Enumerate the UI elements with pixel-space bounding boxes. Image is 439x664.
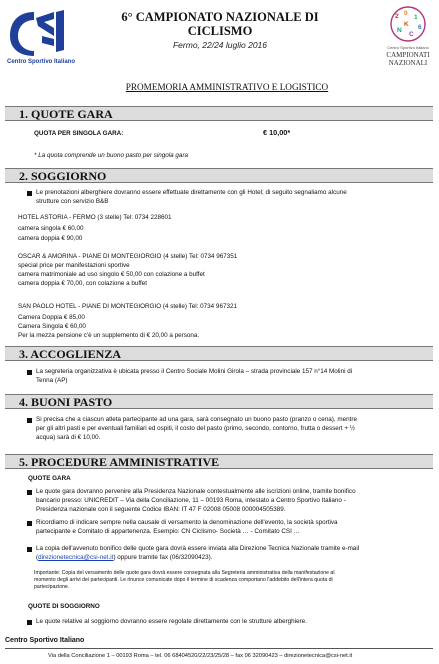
bullet-icon xyxy=(27,490,32,495)
soggiorno-intro-1: Le prenotazioni alberghiere dovranno essere effettuate direttamente con gli Hotel; di seguito segnaliamo alcune xyxy=(36,189,347,196)
buoni-line-1: Si precisa che a ciascun atleta partecipante ad una gara, sarà consegnato un buono pasto (pranzo o cena), mentre xyxy=(36,416,357,423)
memo-title: PROMEMORIA AMMINISTRATIVO E LOGISTICO xyxy=(125,82,329,92)
hotel-sanpaolo-double: Camera Doppia € 85,00 xyxy=(18,314,85,321)
bullet-icon xyxy=(27,191,32,196)
procedure-p3-line-2 xyxy=(36,554,213,562)
hotel-sanpaolo-halfboard: Per la mezza pensione c'è un supplemento di € 20,00 a persona. xyxy=(18,332,200,339)
soggiorno-intro-2: strutture con servizio B&B xyxy=(36,198,109,205)
csi-logo-text: Centro Sportivo Italiano xyxy=(6,59,76,65)
accoglienza-line-1: La segreteria organizzativa è ubicata presso il Centro Sociale Molini Girola – strada provinciale 157 n°14 Molini di xyxy=(36,368,353,375)
footer-address: Via della Conciliazione 1 – 00193 Roma – tel. 06 68404520/22/23/25/28 – fax 06 32090423 – direzionetecnica@csi-net.it xyxy=(48,653,353,659)
svg-text:N: N xyxy=(397,27,402,34)
hotel-oscar-name: OSCAR & AMORINA - PIANE DI MONTEGIORGIO (4 stelle) Tel: 0734 967351 xyxy=(18,253,238,260)
bullet-icon xyxy=(27,418,32,423)
procedure-p2-line-2: partecipante e Comitato di appartenenza. Esempio: CN Ciclismo- Società … - Comitato CSI … xyxy=(36,528,300,535)
hotel-astoria-name: HOTEL ASTORIA - FERMO (3 stelle) Tel: 0734 228601 xyxy=(18,214,172,221)
procedure-subheading-quote-gara: QUOTE GARA xyxy=(28,475,71,482)
procedure-subheading-soggiorno: QUOTE DI SOGGIORNO xyxy=(28,603,100,610)
hotel-oscar-double: camera doppia € 70,00, con colazione a buffet xyxy=(18,280,148,287)
footer-org: Centro Sportivo Italiano xyxy=(5,637,85,644)
important-note xyxy=(34,570,334,592)
svg-text:6: 6 xyxy=(418,24,422,31)
cn-logo-line3: NAZIONALI xyxy=(388,59,428,67)
section-heading-soggiorno: 2. SOGGIORNO xyxy=(5,168,433,183)
important-note-line-3: partecipazione. xyxy=(34,584,70,591)
procedure-p1-line-1: Le quote gara dovranno pervenire alla Presidenza Nazionale contestualmente alle iscrizioni online, tramite bonifico xyxy=(36,488,356,495)
section-heading-buoni-pasto: 4. BUONI PASTO xyxy=(5,394,433,409)
buoni-line-2: per gli altri pasti e per eventuali familiari ed ospiti, il costo del pasto (primo, secondo, contorno, frutta o dessert + ½ xyxy=(36,425,356,432)
paren-open: ( xyxy=(36,554,39,561)
important-note-line-2: momento degli arrivi dei partecipanti. Le rinunce comunicate dopo il termine di scadenza comportano l'addebito dell'intera quota di xyxy=(34,577,333,584)
procedure-p3-rest: ) oppure tramite fax (06/32090423). xyxy=(113,554,213,561)
hotel-astoria-single: camera singola € 60,00 xyxy=(18,225,84,232)
csi-logo xyxy=(6,6,76,68)
hotel-sanpaolo-name: SAN PAOLO HOTEL - PIANE DI MONTEGIORGIO (4 stelle) Tel: 0734 967321 xyxy=(18,303,237,310)
procedure-p1-line-3: Presidenza nazionale con il seguente Codice IBAN: IT 47 F 02008 05008 000004505389. xyxy=(36,506,286,513)
procedure-p1-line-2: bancario presso: UNICREDIT – Via della Conciliazione, 11 – 00193 Roma, intestato a Centro Sportivo Italiano - xyxy=(36,497,346,504)
email-link[interactable]: direzionetecnica@csi-net.it xyxy=(38,554,114,561)
quota-amount: € 10,00* xyxy=(263,128,291,137)
campionati-nazionali-logo xyxy=(378,2,438,70)
procedure-p4: Le quote relative al soggiorno dovranno essere regolate direttamente con le strutture alberghiere. xyxy=(36,618,307,625)
buoni-line-3: acqua) sarà di € 10,00. xyxy=(36,434,101,441)
svg-text:2: 2 xyxy=(395,13,399,20)
procedure-p2-line-1: Ricordiamo di indicare sempre nella causale di versamento la denominazione dell'evento, la società sportiva xyxy=(36,519,338,526)
title-line-2: CICLISMO xyxy=(187,24,253,38)
event-subtitle: Fermo, 22/24 luglio 2016 xyxy=(172,40,268,50)
footer-divider xyxy=(5,648,433,649)
procedure-p3-line-1: La copia dell'avvenuto bonifico delle quote gara dovrà essere inviata alla Direzione Tecnica Nazionale tramite e-mail xyxy=(36,545,360,552)
svg-text:K: K xyxy=(404,21,409,28)
cn-logo-line1: Centro Sportivo Italiano xyxy=(387,45,429,50)
hotel-astoria-double: camera doppia € 90,00 xyxy=(18,235,83,242)
bullet-icon xyxy=(27,521,32,526)
section-heading-accoglienza: 3. ACCOGLIENZA xyxy=(5,346,433,361)
section-heading-quote-gara: 1. QUOTE GARA xyxy=(5,106,433,121)
section-heading-procedure: 5. PROCEDURE AMMINISTRATIVE xyxy=(5,454,433,469)
quota-note: * La quota comprende un buono pasto per singola gara xyxy=(34,152,189,159)
accoglienza-line-2: Tenna (AP) xyxy=(36,377,68,384)
bullet-icon xyxy=(27,620,32,625)
bullet-icon xyxy=(27,370,32,375)
cn-logo-line2: CAMPIONATI xyxy=(386,51,430,59)
page-title xyxy=(95,10,345,38)
svg-text:0: 0 xyxy=(404,10,408,17)
important-note-line-1: Importante: Copia del versamento delle quote gara dovrà essere consegnata alla Segreteria amministrativa della manifestazione al xyxy=(34,570,335,576)
hotel-sanpaolo-single: Camera Singola € 60,00 xyxy=(18,323,86,330)
title-line-1: 6° CAMPIONATO NAZIONALE DI xyxy=(121,10,319,24)
svg-text:C: C xyxy=(409,31,414,38)
hotel-oscar-price-note: special price per manifestazioni sportive xyxy=(18,262,130,269)
bullet-icon xyxy=(27,547,32,552)
hotel-oscar-single: camera matrimoniale ad uso singolo € 50,00 con colazione a buffet xyxy=(18,271,205,278)
svg-text:1: 1 xyxy=(414,14,418,21)
quota-label: QUOTA PER SINGOLA GARA: xyxy=(34,130,124,137)
